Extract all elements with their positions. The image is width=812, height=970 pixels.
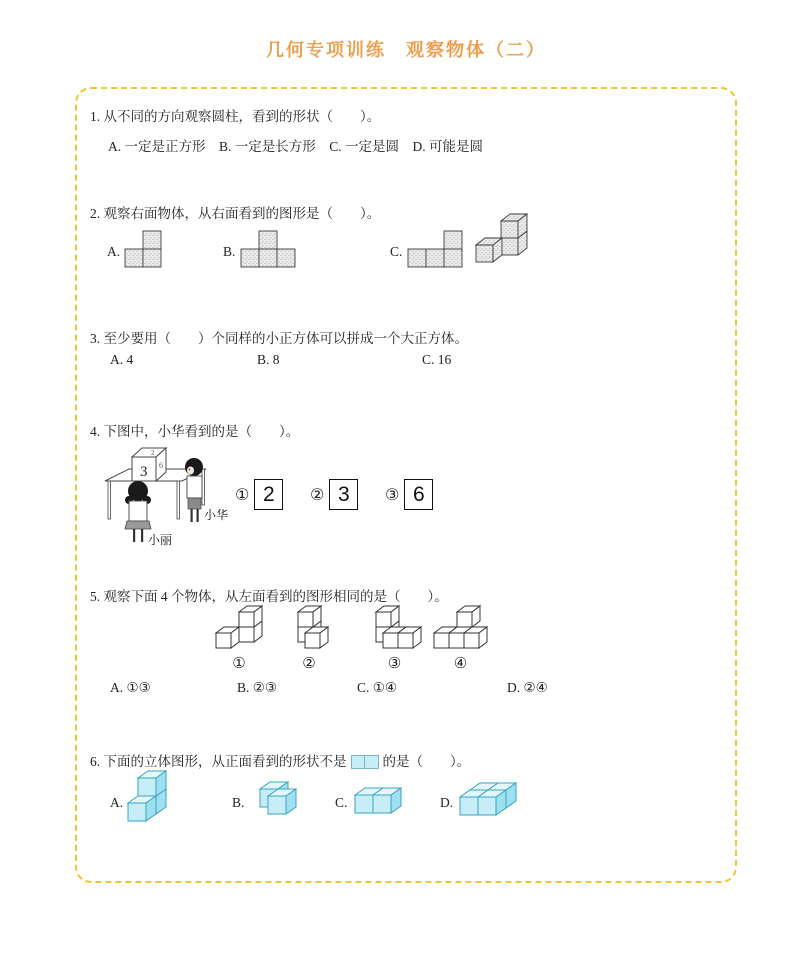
question-6-option-d-figure: [459, 782, 517, 816]
question-2-option-c-label: C.: [390, 244, 403, 259]
question-1-text: 1. 从不同的方向观察圆柱，看到的形状（ ）。: [90, 109, 381, 124]
choice-2-value-box: 3: [329, 479, 358, 510]
die-top-number: 2: [151, 449, 155, 457]
choice-1-value-box: 2: [254, 479, 283, 510]
figure-2-label: ②: [302, 654, 316, 672]
question-5-option-d: D. ②④: [507, 680, 548, 695]
question-2-option-a-figure: [124, 230, 162, 268]
question-6-option-b-label: B.: [232, 795, 245, 810]
boy-name-label: 小华: [204, 508, 229, 522]
question-5-figure-3: [367, 605, 422, 649]
question-5-option-a: A. ①③: [110, 680, 151, 695]
question-5-figure-4: [433, 605, 488, 649]
question-2-solid-cube-figure: [475, 213, 529, 263]
question-4-choice-2: [310, 479, 358, 510]
question-6-text-after: 的是（ ）。: [382, 754, 471, 769]
choice-1-number: ①: [235, 485, 250, 504]
question-6-option-c-figure: [354, 787, 402, 814]
question-3-option-c: C. 16: [422, 352, 452, 367]
question-2-option-b-label: B.: [223, 244, 236, 259]
question-3-option-a: A. 4: [110, 352, 134, 367]
question-4-text: 4. 下图中，小华看到的是（ ）。: [90, 424, 300, 439]
question-5-option-b: B. ②③: [237, 680, 277, 695]
question-3-option-b: B. 8: [257, 352, 280, 367]
boy-figure: [185, 458, 203, 522]
question-3-text: 3. 至少要用（ ）个同样的小正方体可以拼成一个大正方体。: [90, 331, 468, 346]
question-2-option-a-label: A.: [107, 244, 121, 259]
question-6-option-a-label: A.: [110, 795, 124, 810]
question-6-inline-shape: [351, 755, 379, 769]
choice-3-number: ③: [385, 485, 400, 504]
figure-4-label: ④: [453, 654, 468, 672]
choice-2-number: ②: [310, 485, 325, 504]
worksheet-dashed-border: [75, 87, 737, 883]
question-5-text: 5. 观察下面 4 个物体，从左面看到的图形相同的是（ ）。: [90, 589, 448, 604]
question-6-option-c-label: C.: [335, 795, 348, 810]
figure-3-label: ③: [387, 654, 402, 672]
die-right-number: 6: [159, 461, 163, 470]
question-5-option-c: C. ①④: [357, 680, 397, 695]
question-6-text: [90, 750, 470, 770]
question-6-option-b-figure: [249, 781, 297, 815]
question-6-option-d-label: D.: [440, 795, 454, 810]
question-5-figure-1: [215, 605, 263, 649]
question-5-figure-2: [289, 605, 329, 649]
figure-1-label: ①: [232, 654, 246, 672]
girl-name-label: 小丽: [148, 533, 173, 547]
question-4-illustration: [102, 443, 232, 555]
question-2-option-b-figure: [240, 230, 296, 268]
die-front-number: 3: [140, 464, 148, 480]
choice-3-value-box: 6: [404, 479, 433, 510]
question-1-options: A. 一定是正方形 B. 一定是长方形 C. 一定是圆 D. 可能是圆: [108, 139, 484, 154]
page-title: 几何专项训练 观察物体（二）: [266, 40, 546, 60]
question-6-option-a-figure: [127, 770, 167, 822]
question-2-option-c-figure: [407, 230, 463, 268]
question-6-text-before: 6. 下面的立体图形，从正面看到的形状不是: [90, 754, 347, 769]
question-4-choice-3: [385, 479, 433, 510]
question-4-choice-1: [235, 479, 283, 510]
question-2-text: 2. 观察右面物体，从右面看到的图形是（ ）。: [90, 206, 381, 221]
